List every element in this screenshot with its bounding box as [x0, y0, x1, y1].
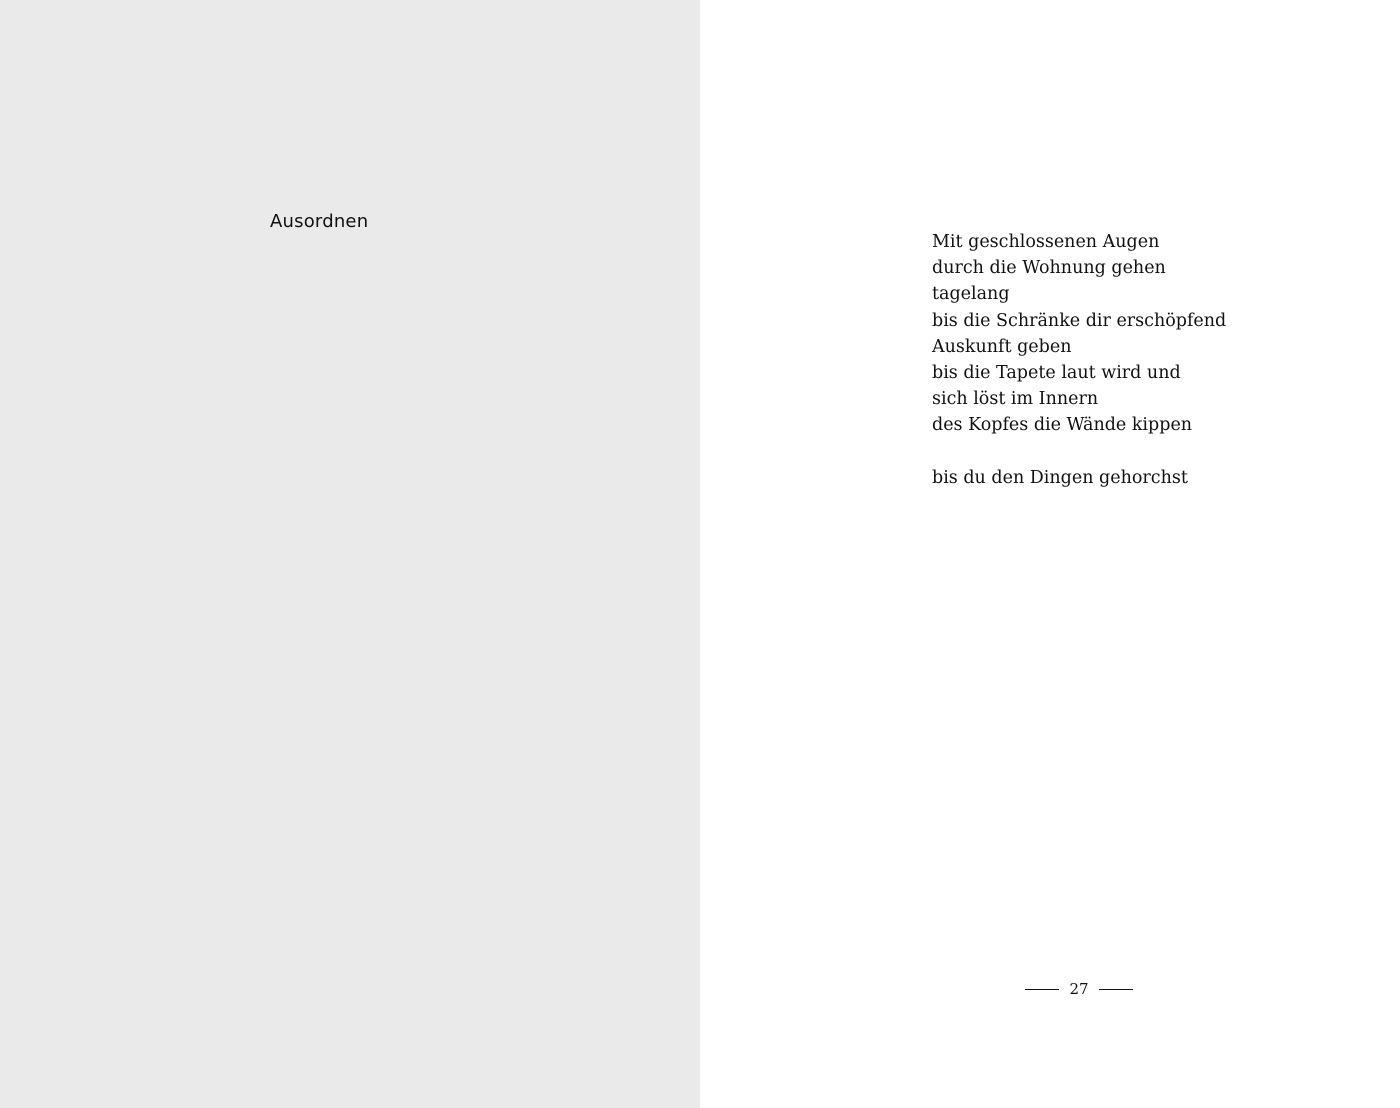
right-page: [700, 0, 1400, 1108]
page-number: 27: [1069, 980, 1089, 998]
poem-line: Auskunft geben: [932, 336, 1072, 357]
poem-line: tagelang: [932, 284, 1010, 305]
poem-line: bis die Schränke dir erschöpfend: [932, 310, 1227, 331]
poem-line: bis die Tapete laut wird und: [932, 362, 1181, 383]
stanza-break: [932, 439, 1226, 465]
poem-title: Ausordnen: [270, 211, 369, 232]
poem-line: durch die Wohnung gehen: [932, 258, 1166, 279]
page-number-folio: [1025, 977, 1133, 1001]
poem-line: Mit geschlossenen Augen: [932, 232, 1160, 252]
poem-body: [932, 229, 1226, 491]
poem-line: bis du den Dingen gehorchst: [932, 467, 1188, 488]
poem-line: des Kopfes die Wände kippen: [932, 415, 1193, 436]
folio-rule-left: [1025, 989, 1059, 990]
folio-rule-right: [1099, 989, 1133, 990]
poem-line: sich löst im Innern: [932, 389, 1099, 410]
